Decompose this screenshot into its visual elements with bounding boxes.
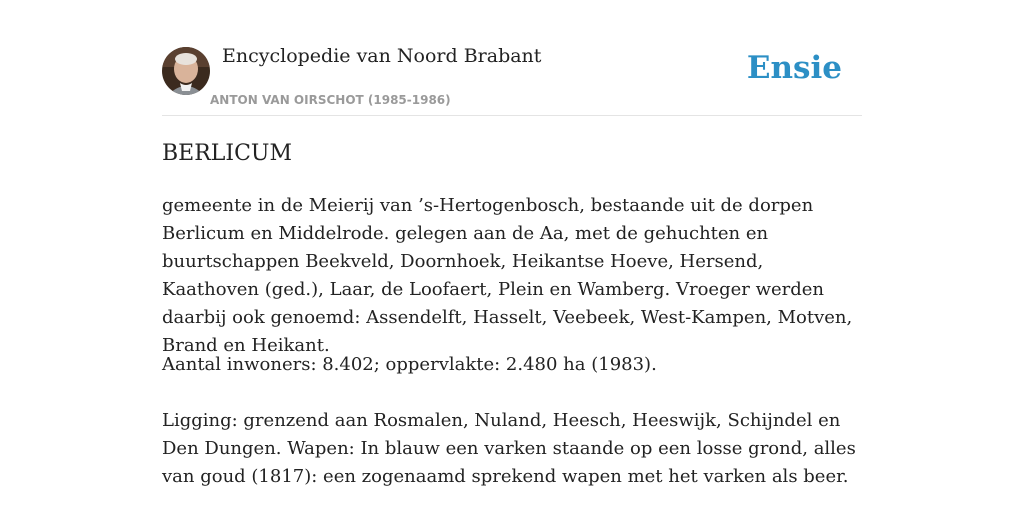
brand-logo[interactable]: Ensie [746,50,842,86]
author-avatar[interactable] [162,47,210,95]
entry-title: BERLICUM [162,141,292,166]
author-portrait-icon [162,47,210,95]
entry-paragraph: Aantal inwoners: 8.402; oppervlakte: 2.480 ha (1983). [162,354,657,375]
entry-paragraph: gemeente in de Meierij van ’s-Hertogenbosch, bestaande uit de dorpen Berlicum en Middelrode. gelegen aan de Aa, met de gehuchten en buurtschappen Beekveld, Doornhoek, Heikantse Hoeve, Hersend, Kaathoven (ged.), Laar, de Loofaert, Plein en Wamberg. Vroeger werden daarbij ook genoemd: Assendelft, Hasselt, Veebeek, West-Kampen, Motven, Brand en Heikant. [162,195,853,356]
author-name[interactable]: ANTON VAN OIRSCHOT (1985-1986) [210,93,451,107]
book-header [162,0,862,116]
book-title[interactable]: Encyclopedie van Noord Brabant [222,45,542,67]
entry-paragraph: Ligging: grenzend aan Rosmalen, Nuland, Heesch, Heeswijk, Schijndel en Den Dungen. Wapen: In blauw een varken staande op een losse grond, alles van goud (1817): een zogenaamd sprekend wapen met het varken als beer. [162,410,856,487]
page [162,0,862,487]
